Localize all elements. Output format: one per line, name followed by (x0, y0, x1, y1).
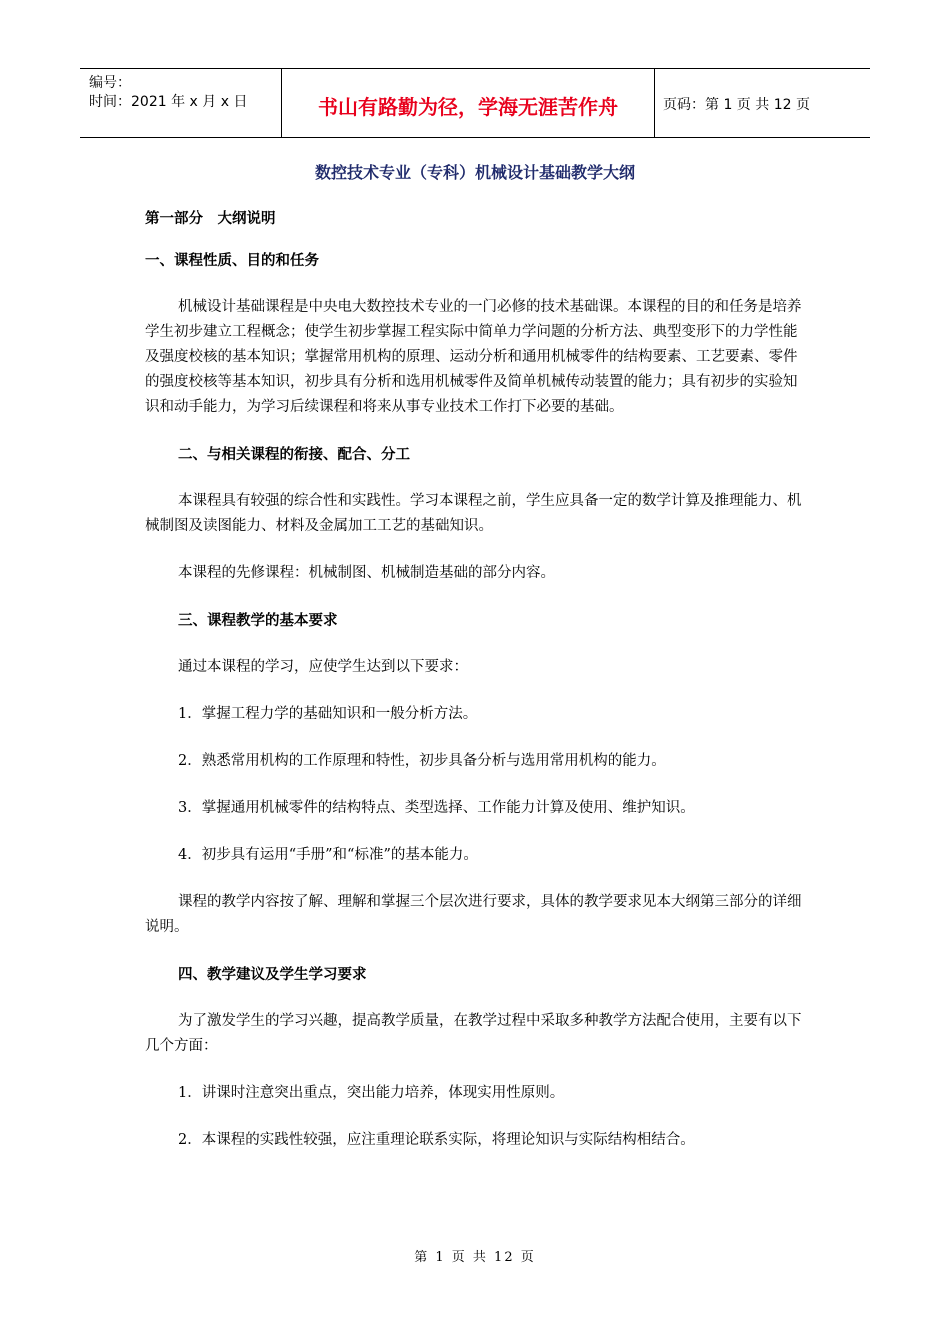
header-meta-cell (80, 69, 282, 137)
section-3-outro: 课程的教学内容按了解、理解和掌握三个层次进行要求，具体的教学要求见本大纲第三部分的详细说明。 (145, 894, 802, 935)
list-item: 4．初步具有运用“手册”和“标准”的基本能力。 (178, 847, 478, 863)
header-page-info: 页码：第 1 页 共 12 页 (663, 97, 810, 113)
header-page-cell (655, 69, 870, 137)
section-1-paragraph: 机械设计基础课程是中央电大数控技术专业的一门必修的技术基础课。本课程的目的和任务是培养学生初步建立工程概念；使学生初步掌握工程实际中简单力学问题的分析方法、典型变形下的力学性能及强度校核的基本知识；掌握常用机构的原理、运动分析和通用机械零件的结构要素、工艺要素、零件的强度校核等基本知识，初步具有分析和选用机械零件及简单机械传动装置的能力；具有初步的实验知识和动手能力，为学习后续课程和将来从事专业技术工作打下必要的基础。 (145, 299, 802, 415)
document-number-label: 编号： (89, 75, 131, 91)
section-3-intro: 通过本课程的学习，应使学生达到以下要求： (178, 659, 468, 675)
list-item: 3．掌握通用机械零件的结构特点、类型选择、工作能力计算及使用、维护知识。 (178, 800, 695, 816)
header-motto: 书山有路勤为径，学海无涯苦作舟 (318, 95, 618, 119)
part-heading: 第一部分 大纲说明 (145, 210, 276, 227)
document-time: 时间：2021 年 x 月 x 日 (89, 94, 248, 110)
header-motto-cell (282, 69, 655, 137)
section-2-paragraph-1: 本课程具有较强的综合性和实践性。学习本课程之前，学生应具备一定的数学计算及推理能力、机械制图及读图能力、材料及金属加工工艺的基础知识。 (145, 493, 802, 534)
list-item: 2．本课程的实践性较强，应注重理论联系实际，将理论知识与实际结构相结合。 (178, 1132, 695, 1148)
page-footer: 第 1 页 共 12 页 (414, 1250, 536, 1265)
list-item: 2．熟悉常用机构的工作原理和特性，初步具备分析与选用常用机构的能力。 (178, 753, 666, 769)
page-header (80, 68, 870, 138)
section-heading-4: 四、教学建议及学生学习要求 (178, 966, 367, 983)
section-heading-2: 二、与相关课程的衔接、配合、分工 (178, 446, 410, 463)
section-heading-3: 三、课程教学的基本要求 (178, 612, 338, 629)
list-item: 1．讲课时注意突出重点，突出能力培养，体现实用性原则。 (178, 1085, 565, 1101)
section-4-intro: 为了激发学生的学习兴趣，提高教学质量，在教学过程中采取多种教学方法配合使用，主要有以下几个方面： (145, 1013, 802, 1054)
document-title: 数控技术专业（专科）机械设计基础教学大纲 (314, 163, 635, 182)
section-heading-1: 一、课程性质、目的和任务 (145, 252, 319, 269)
document-body (145, 200, 805, 1153)
list-item: 1．掌握工程力学的基础知识和一般分析方法。 (178, 706, 478, 722)
section-2-paragraph-2: 本课程的先修课程：机械制图、机械制造基础的部分内容。 (178, 565, 555, 581)
